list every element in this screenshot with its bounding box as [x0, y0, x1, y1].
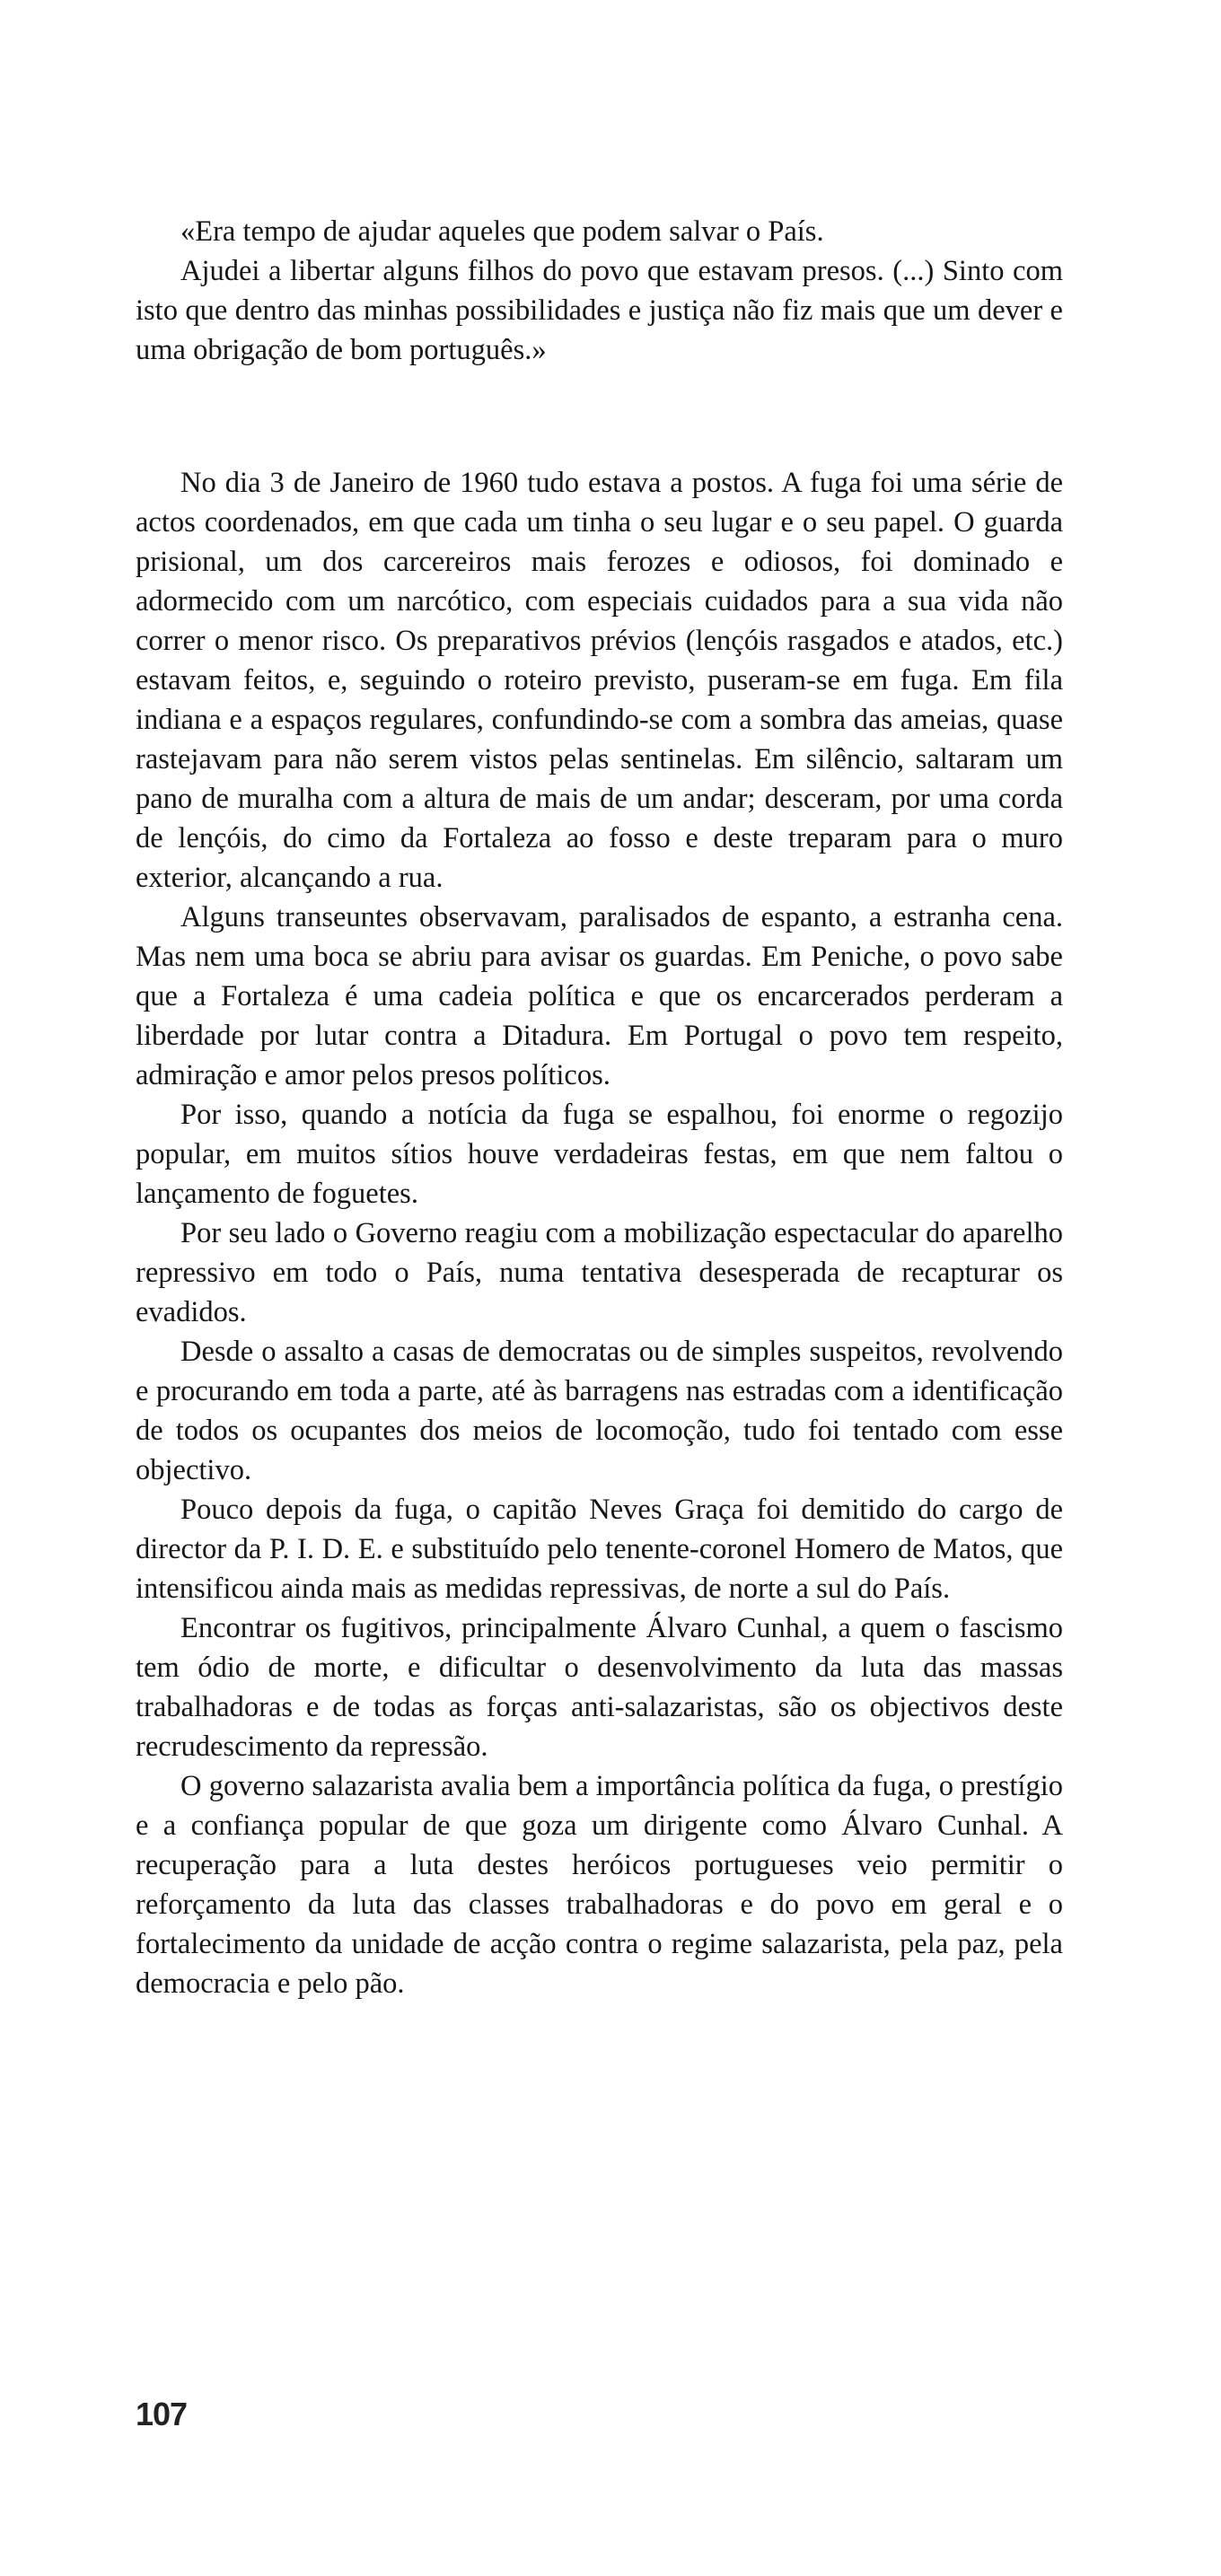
body-paragraph: Por seu lado o Governo reagiu com a mobilização espectacular do aparelho repressivo em todo o País, numa tentativa desesperada de recapturar os evadidos. — [136, 1217, 1063, 1328]
body-paragraph: O governo salazarista avalia bem a importância política da fuga, o prestígio e a confiança popular de que goza um dirigente como Álvaro Cunhal. A recuperação para a luta destes heróicos portugueses veio permitir o reforçamento da luta das classes trabalhadoras e do povo em geral e o fortalecimento da unidade de acção contra o regime salazarista, pela paz, pela democracia e pelo pão. — [136, 1770, 1063, 2000]
quote-paragraph: «Era tempo de ajudar aqueles que podem salvar o País. — [180, 215, 824, 248]
page-number: 107 — [136, 2396, 188, 2432]
body-text — [136, 463, 1063, 2003]
body-paragraph: Por isso, quando a notícia da fuga se espalhou, foi enorme o regozijo popular, em muitos sítios houve verdadeiras festas, em que nem faltou o lançamento de foguetes. — [136, 1099, 1063, 1210]
body-paragraph: Desde o assalto a casas de democratas ou de simples suspeitos, revolvendo e procurando em toda a parte, até às barragens nas estradas com a identificação de todos os ocupantes dos meios de locomoção, tudo foi tentado com esse objectivo. — [136, 1336, 1063, 1486]
quote-paragraph: Ajudei a libertar alguns filhos do povo que estavam presos. (...) Sinto com isto que dentro das minhas possibilidades e justiça não fiz mais que um dever e uma obrigação de bom português.» — [136, 255, 1063, 366]
body-paragraph: Pouco depois da fuga, o capitão Neves Graça foi demitido do cargo de director da P. I. D. E. e substituído pelo tenente-coronel Homero de Matos, que intensificou ainda mais as medidas repressivas, de norte a sul do País. — [136, 1494, 1063, 1605]
body-paragraph: Alguns transeuntes observavam, paralisados de espanto, a estranha cena. Mas nem uma boca se abriu para avisar os guardas. Em Peniche, o povo sabe que a Fortaleza é uma cadeia política e que os encarcerados perderam a liberdade por lutar contra a Ditadura. Em Portugal o povo tem respeito, admiração e amor pelos presos políticos. — [136, 901, 1063, 1091]
prisoner-quote — [136, 212, 1063, 370]
body-paragraph: No dia 3 de Janeiro de 1960 tudo estava a postos. A fuga foi uma série de actos coordenados, em que cada um tinha o seu lugar e o seu papel. O guarda prisional, um dos carcereiros mais ferozes e odiosos, foi dominado e adormecido com um narcótico, com especiais cuidados para a sua vida não correr o menor risco. Os preparativos prévios (lençóis rasgados e atados, etc.) estavam feitos, e, seguindo o roteiro previsto, puseram-se em fuga. Em fila indiana e a espaços regulares, confundindo-se com a sombra das ameias, quase rastejavam para não serem vistos pelas sentinelas. Em silêncio, saltaram um pano de muralha com a altura de mais de um andar; desceram, por uma corda de lençóis, do cimo da Fortaleza ao fosso e deste treparam para o muro exterior, alcançando a rua. — [136, 467, 1063, 894]
body-paragraph: Encontrar os fugitivos, principalmente Álvaro Cunhal, a quem o fascismo tem ódio de morte, e dificultar o desenvolvimento da luta das massas trabalhadoras e de todas as forças anti-salazaristas, são os objectivos deste recrudescimento da repressão. — [136, 1612, 1063, 1763]
